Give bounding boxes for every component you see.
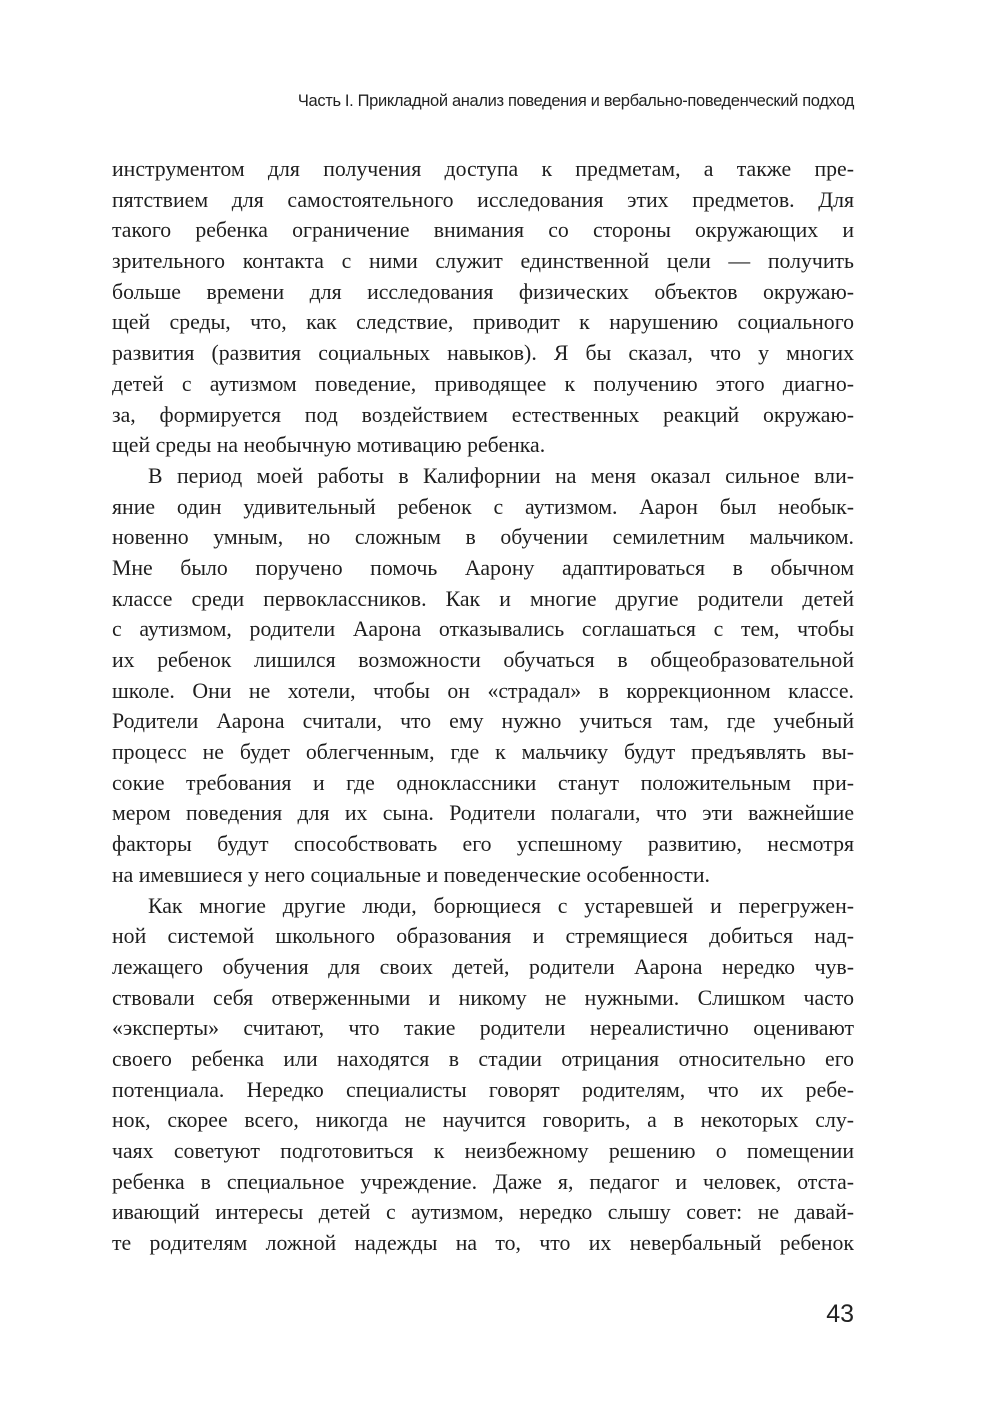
text-line: ной системой школьного образования и стремящиеся добиться над- <box>112 924 854 949</box>
text-line: пятствием для самостоятельного исследования этих предметов. Для <box>112 187 854 212</box>
text-line: ствовали себя отверженными и никому не нужными. Слишком часто <box>112 985 854 1010</box>
text-line: чаях советуют подготовиться к неизбежному решению о помещении <box>112 1139 854 1163</box>
text-line: новенно умным, но сложным в обучении семилетним мальчиком. <box>112 525 854 550</box>
text-line: школе. Они не хотели, чтобы он «страдал» в коррекционном классе. <box>112 678 854 703</box>
text-line: развития (развития социальных навыков). Я бы сказал, что у многих <box>112 341 854 366</box>
text-line: В период моей работы в Калифорнии на меня оказал сильное вли- <box>148 463 854 488</box>
text-line: за, формируется под воздействием естественных реакций окружаю- <box>112 402 854 427</box>
body-text <box>112 154 854 1259</box>
text-line: зрительного контакта с ними служит единственной цели — получить <box>112 249 854 274</box>
text-line: сокие требования и где одноклассники станут положительным при- <box>112 770 854 795</box>
text-line: ивающий интересы детей с аутизмом, нередко слышу совет: не давай- <box>112 1200 854 1225</box>
text-line: Мне было поручено помочь Аарону адаптироваться в обычном <box>112 555 854 580</box>
text-line: щей среды, что, как следствие, приводит к нарушению социального <box>112 310 854 335</box>
text-line: такого ребенка ограничение внимания со стороны окружающих и <box>112 218 854 243</box>
text-line: больше времени для исследования физических объектов окружаю- <box>112 279 854 304</box>
text-line: лежащего обучения для своих детей, родители Аарона нередко чув- <box>112 954 854 979</box>
text-line: щей среды на необычную мотивацию ребенка. <box>112 433 546 458</box>
text-line: те родителям ложной надежды на то, что их невербальный ребенок <box>112 1231 854 1256</box>
page-number: 43 <box>826 1300 854 1328</box>
text-line: на имевшиеся у него социальные и поведенческие особенности. <box>112 862 710 887</box>
text-line: их ребенок лишился возможности обучаться в общеобразовательной <box>112 648 854 672</box>
text-line: мером поведения для их сына. Родители полагали, что эти важнейшие <box>112 801 854 826</box>
text-line: инструментом для получения доступа к предметам, а также пре- <box>112 157 854 181</box>
text-line: потенциала. Нередко специалисты говорят родителям, что их ребе- <box>112 1077 854 1102</box>
text-line: классе среди первоклассников. Как и многие другие родители детей <box>112 586 854 611</box>
paragraph <box>112 154 854 461</box>
text-line: Родители Аарона считали, что ему нужно учиться там, где учебный <box>112 709 854 734</box>
text-line: «эксперты» считают, что такие родители нереалистично оценивают <box>112 1016 854 1041</box>
text-line: нок, скорее всего, никогда не научится говорить, а в некоторых слу- <box>112 1108 854 1133</box>
text-line: с аутизмом, родители Аарона отказывались соглашаться с тем, чтобы <box>112 617 854 642</box>
text-line: Как многие другие люди, борющиеся с устаревшей и перегружен- <box>148 893 854 918</box>
text-line: ребенка в специальное учреждение. Даже я, педагог и человек, отста- <box>112 1169 854 1194</box>
paragraph <box>112 891 854 1259</box>
text-line: факторы будут способствовать его успешному развитию, несмотря <box>112 832 854 857</box>
running-head: Часть I. Прикладной анализ поведения и вербально-поведенческий подход <box>297 92 854 110</box>
text-line: яние один удивительный ребенок с аутизмом. Аарон был необык- <box>112 494 854 519</box>
text-line: процесс не будет облегченным, где к мальчику будут предъявлять вы- <box>112 740 854 765</box>
text-line: своего ребенка или находятся в стадии отрицания относительно его <box>112 1046 854 1071</box>
text-line: детей с аутизмом поведение, приводящее к получению этого диагно- <box>112 371 854 396</box>
paragraph <box>112 461 854 891</box>
